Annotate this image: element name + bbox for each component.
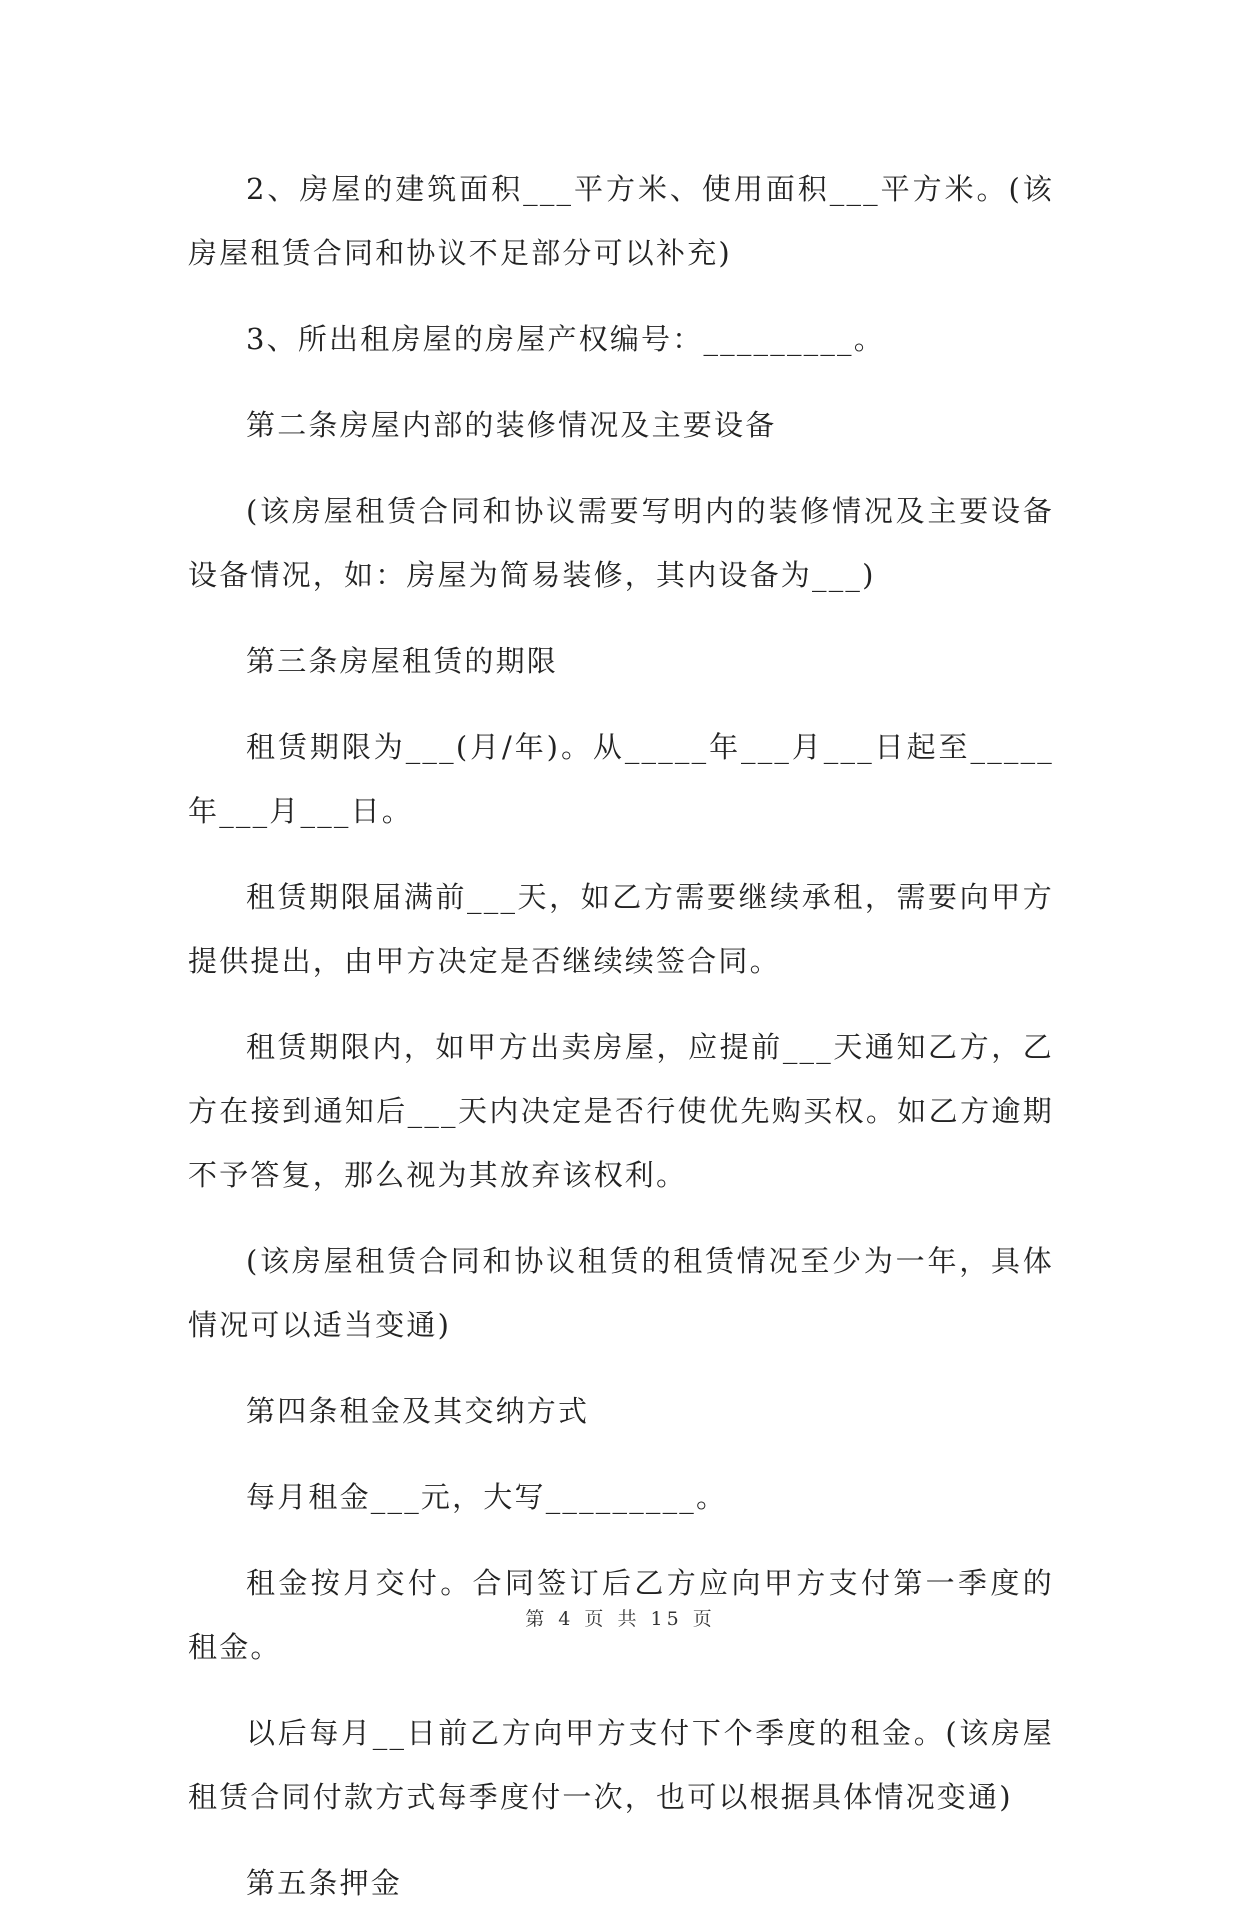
paragraph-lease-term: 租赁期限为___(月/年)。从_____年___月___日起至_____年___月___日。 (188, 730, 1054, 828)
paragraph-monthly-rent: 每月租金___元，大写_________。 (246, 1480, 728, 1514)
paragraph-property-number: 3、所出租房屋的房屋产权编号：_________。 (246, 322, 885, 356)
paragraph-area: 2、房屋的建筑面积___平方米、使用面积___平方米。(该房屋租赁合同和协议不足部分可以补充) (188, 172, 1054, 270)
section-heading-decoration: 第二条房屋内部的装修情况及主要设备 (246, 408, 777, 442)
page-number-footer: 第 4 页 共 15 页 (525, 1608, 716, 1630)
paragraph-renewal: 租赁期限届满前___天，如乙方需要继续承租，需要向甲方提供提出，由甲方决定是否继续续签合同。 (188, 880, 1054, 978)
section-heading-deposit: 第五条押金 (246, 1866, 403, 1900)
section-heading-term: 第三条房屋租赁的期限 (246, 644, 559, 678)
paragraph-rent-payment: 租金按月交付。合同签订后乙方应向甲方支付第一季度的租金。 (188, 1566, 1054, 1664)
document-body (188, 157, 1054, 1915)
paragraph-term-note: (该房屋租赁合同和协议租赁的租赁情况至少为一年，具体情况可以适当变通) (188, 1244, 1054, 1342)
paragraph-priority-purchase: 租赁期限内，如甲方出卖房屋，应提前___天通知乙方，乙方在接到通知后___天内决定是否行使优先购买权。如乙方逾期不予答复，那么视为其放弃该权利。 (188, 1030, 1054, 1192)
paragraph-decoration-note: (该房屋租赁合同和协议需要写明内的装修情况及主要设备设备情况，如：房屋为简易装修，其内设备为___) (188, 494, 1054, 592)
section-heading-rent: 第四条租金及其交纳方式 (246, 1394, 590, 1428)
paragraph-payment-schedule: 以后每月__日前乙方向甲方支付下个季度的租金。(该房屋租赁合同付款方式每季度付一次，也可以根据具体情况变通) (188, 1716, 1054, 1814)
